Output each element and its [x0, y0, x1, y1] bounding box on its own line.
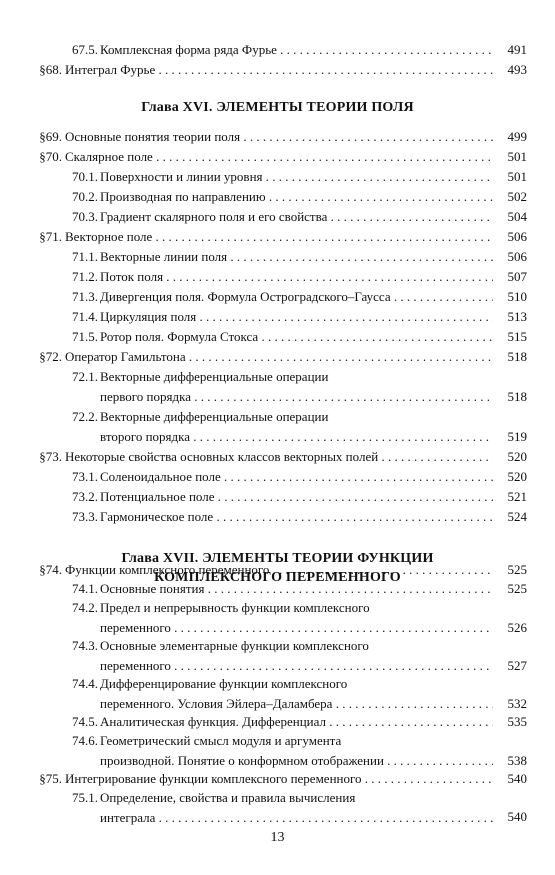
entry-number: §68.	[39, 62, 62, 77]
entry-title-line2: переменного . . .	[100, 656, 493, 676]
entry-number: 71.5.	[72, 329, 98, 344]
toc-entry	[0, 287, 555, 307]
entry-title: Ротор поля. Формула Стокса . . .	[100, 327, 493, 347]
entry-title: Основные понятия теории поля . . .	[65, 127, 493, 147]
toc-entry	[0, 147, 555, 167]
entry-title-line2: второго порядка . . .	[100, 427, 493, 447]
entry-title-line2: первого порядка . . .	[100, 387, 493, 407]
entry-title	[100, 788, 493, 828]
entry-page: 524	[507, 509, 527, 524]
entry-title-line1: Определение, свойства и правила вычисления	[100, 790, 356, 805]
entry-page: 499	[507, 129, 527, 144]
entry-page: 515	[507, 329, 527, 344]
entry-page: 491	[507, 42, 527, 57]
entry-title-line1: Геометрический смысл модуля и аргумента	[100, 733, 342, 748]
entry-title: Соленоидальное поле . . .	[100, 467, 493, 487]
entry-number: 74.6.	[72, 733, 98, 748]
toc-entry	[0, 407, 555, 447]
toc-entry	[0, 731, 555, 771]
entry-number: 72.1.	[72, 369, 98, 384]
entry-title: Функции комплексного переменного . . .	[65, 560, 493, 580]
chapter-title: Глава XVI. ЭЛЕМЕНТЫ ТЕОРИИ ПОЛЯ	[141, 100, 414, 115]
entry-number: 70.2.	[72, 189, 98, 204]
toc-entry	[0, 40, 555, 60]
toc-entry	[0, 247, 555, 267]
entry-number: 74.3.	[72, 638, 98, 653]
entry-title: Комплексная форма ряда Фурье . . .	[100, 40, 493, 60]
entry-number: 67.5.	[72, 42, 98, 57]
toc-entry	[0, 447, 555, 467]
entry-number: 73.3.	[72, 509, 98, 524]
entry-title: Интеграл Фурье . . .	[65, 60, 493, 80]
entry-number: 71.4.	[72, 309, 98, 324]
entry-page: 510	[507, 289, 527, 304]
toc-entry	[0, 636, 555, 676]
entry-number: §73.	[39, 449, 62, 464]
entry-title	[100, 407, 493, 447]
entry-number: §72.	[39, 349, 62, 364]
toc-entry	[0, 127, 555, 147]
entry-page: 507	[507, 269, 527, 284]
entry-title: Производная по направлению . . .	[100, 187, 493, 207]
entry-title-line1: Предел и непрерывность функции комплексного	[100, 600, 370, 615]
entry-title-line2: переменного. Условия Эйлера–Даламбера . . .	[100, 694, 493, 714]
entry-title: Градиент скалярного поля и его свойства . . .	[100, 207, 493, 227]
entry-page: 525	[507, 562, 527, 577]
toc-entry	[0, 467, 555, 487]
entry-number: 74.5.	[72, 714, 98, 729]
entry-title	[100, 674, 493, 714]
entry-page: 501	[507, 169, 527, 184]
entry-title-line2: переменного . . .	[100, 618, 493, 638]
entry-title: Основные понятия . . .	[100, 579, 493, 599]
entry-page: 535	[507, 714, 527, 729]
entry-title	[100, 598, 493, 638]
toc-entry	[0, 167, 555, 187]
toc-entry	[0, 674, 555, 714]
toc-entry	[0, 60, 555, 80]
entry-page: 526	[507, 620, 527, 635]
entry-title: Циркуляция поля . . .	[100, 307, 493, 327]
entry-page: 538	[507, 753, 527, 768]
entry-title: Оператор Гамильтона . . .	[65, 347, 493, 367]
entry-title	[100, 367, 493, 407]
entry-page: 519	[507, 429, 527, 444]
entry-title: Поток поля . . .	[100, 267, 493, 287]
toc-entry	[0, 267, 555, 287]
toc-entry	[0, 598, 555, 638]
toc-entry	[0, 307, 555, 327]
entry-title-line1: Векторные дифференциальные операции	[100, 409, 329, 424]
entry-number: §74.	[39, 562, 62, 577]
entry-number: §69.	[39, 129, 62, 144]
entry-number: 74.1.	[72, 581, 98, 596]
entry-number: 74.2.	[72, 600, 98, 615]
entry-page: 506	[507, 249, 527, 264]
toc-entry	[0, 327, 555, 347]
chapter-title-line2: КОМПЛЕКСНОГО ПЕРЕМЕННОГО	[154, 570, 401, 585]
entry-page: 493	[507, 62, 527, 77]
entry-title: Некоторые свойства основных классов векторных полей . . .	[65, 447, 493, 467]
entry-title: Гармоническое поле . . .	[100, 507, 493, 527]
entry-number: 71.1.	[72, 249, 98, 264]
entry-title-line1: Векторные дифференциальные операции	[100, 369, 329, 384]
entry-page: 540	[507, 809, 527, 824]
chapter-title-line1: Глава XVII. ЭЛЕМЕНТЫ ТЕОРИИ ФУНКЦИИ	[121, 551, 434, 566]
toc-entry	[0, 207, 555, 227]
entry-number: §70.	[39, 149, 62, 164]
toc-entry	[0, 712, 555, 732]
entry-number: 74.4.	[72, 676, 98, 691]
entry-page: 532	[507, 696, 527, 711]
page-number: 13	[270, 830, 285, 845]
toc-entry	[0, 187, 555, 207]
entry-number: 71.2.	[72, 269, 98, 284]
toc-entry	[0, 560, 555, 580]
entry-page: 506	[507, 229, 527, 244]
entry-number: 75.1.	[72, 790, 98, 805]
entry-page: 521	[507, 489, 527, 504]
entry-page: 525	[507, 581, 527, 596]
entry-number: §71.	[39, 229, 62, 244]
toc-entry	[0, 769, 555, 789]
entry-title: Скалярное поле . . .	[65, 147, 493, 167]
entry-number: 72.2.	[72, 409, 98, 424]
entry-page: 501	[507, 149, 527, 164]
entry-number: 73.2.	[72, 489, 98, 504]
entry-title	[100, 636, 493, 676]
toc-entry	[0, 487, 555, 507]
entry-number: 70.3.	[72, 209, 98, 224]
entry-title: Поверхности и линии уровня . . .	[100, 167, 493, 187]
entry-page: 540	[507, 771, 527, 786]
chapter-heading	[0, 98, 555, 117]
entry-title: Аналитическая функция. Дифференциал . . .	[100, 712, 493, 732]
entry-page: 518	[507, 349, 527, 364]
entry-number: §75.	[39, 771, 62, 786]
entry-page: 513	[507, 309, 527, 324]
entry-page: 520	[507, 469, 527, 484]
entry-title: Векторные линии поля . . .	[100, 247, 493, 267]
entry-title-line2: производной. Понятие о конформном отображении . . .	[100, 751, 493, 771]
entry-title-line1: Дифференцирование функции комплексного	[100, 676, 348, 691]
entry-number: 73.1.	[72, 469, 98, 484]
entry-title: Интегрирование функции комплексного переменного . . .	[65, 769, 493, 789]
entry-title-line2: интеграла . . .	[100, 808, 493, 828]
entry-number: 70.1.	[72, 169, 98, 184]
toc-entry	[0, 347, 555, 367]
toc-entry	[0, 227, 555, 247]
entry-title	[100, 731, 493, 771]
entry-page: 520	[507, 449, 527, 464]
toc-entry	[0, 367, 555, 407]
entry-page: 518	[507, 389, 527, 404]
entry-title: Векторное поле . . .	[65, 227, 493, 247]
entry-page: 502	[507, 189, 527, 204]
toc-entry	[0, 788, 555, 826]
toc-entry	[0, 579, 555, 599]
entry-page: 527	[507, 658, 527, 673]
entry-page: 504	[507, 209, 527, 224]
entry-title: Потенциальное поле . . .	[100, 487, 493, 507]
entry-number: 71.3.	[72, 289, 98, 304]
entry-title-line1: Основные элементарные функции комплексного	[100, 638, 369, 653]
toc-entry	[0, 507, 555, 527]
entry-title: Дивергенция поля. Формула Остроградского–Гаусса . . .	[100, 287, 493, 307]
